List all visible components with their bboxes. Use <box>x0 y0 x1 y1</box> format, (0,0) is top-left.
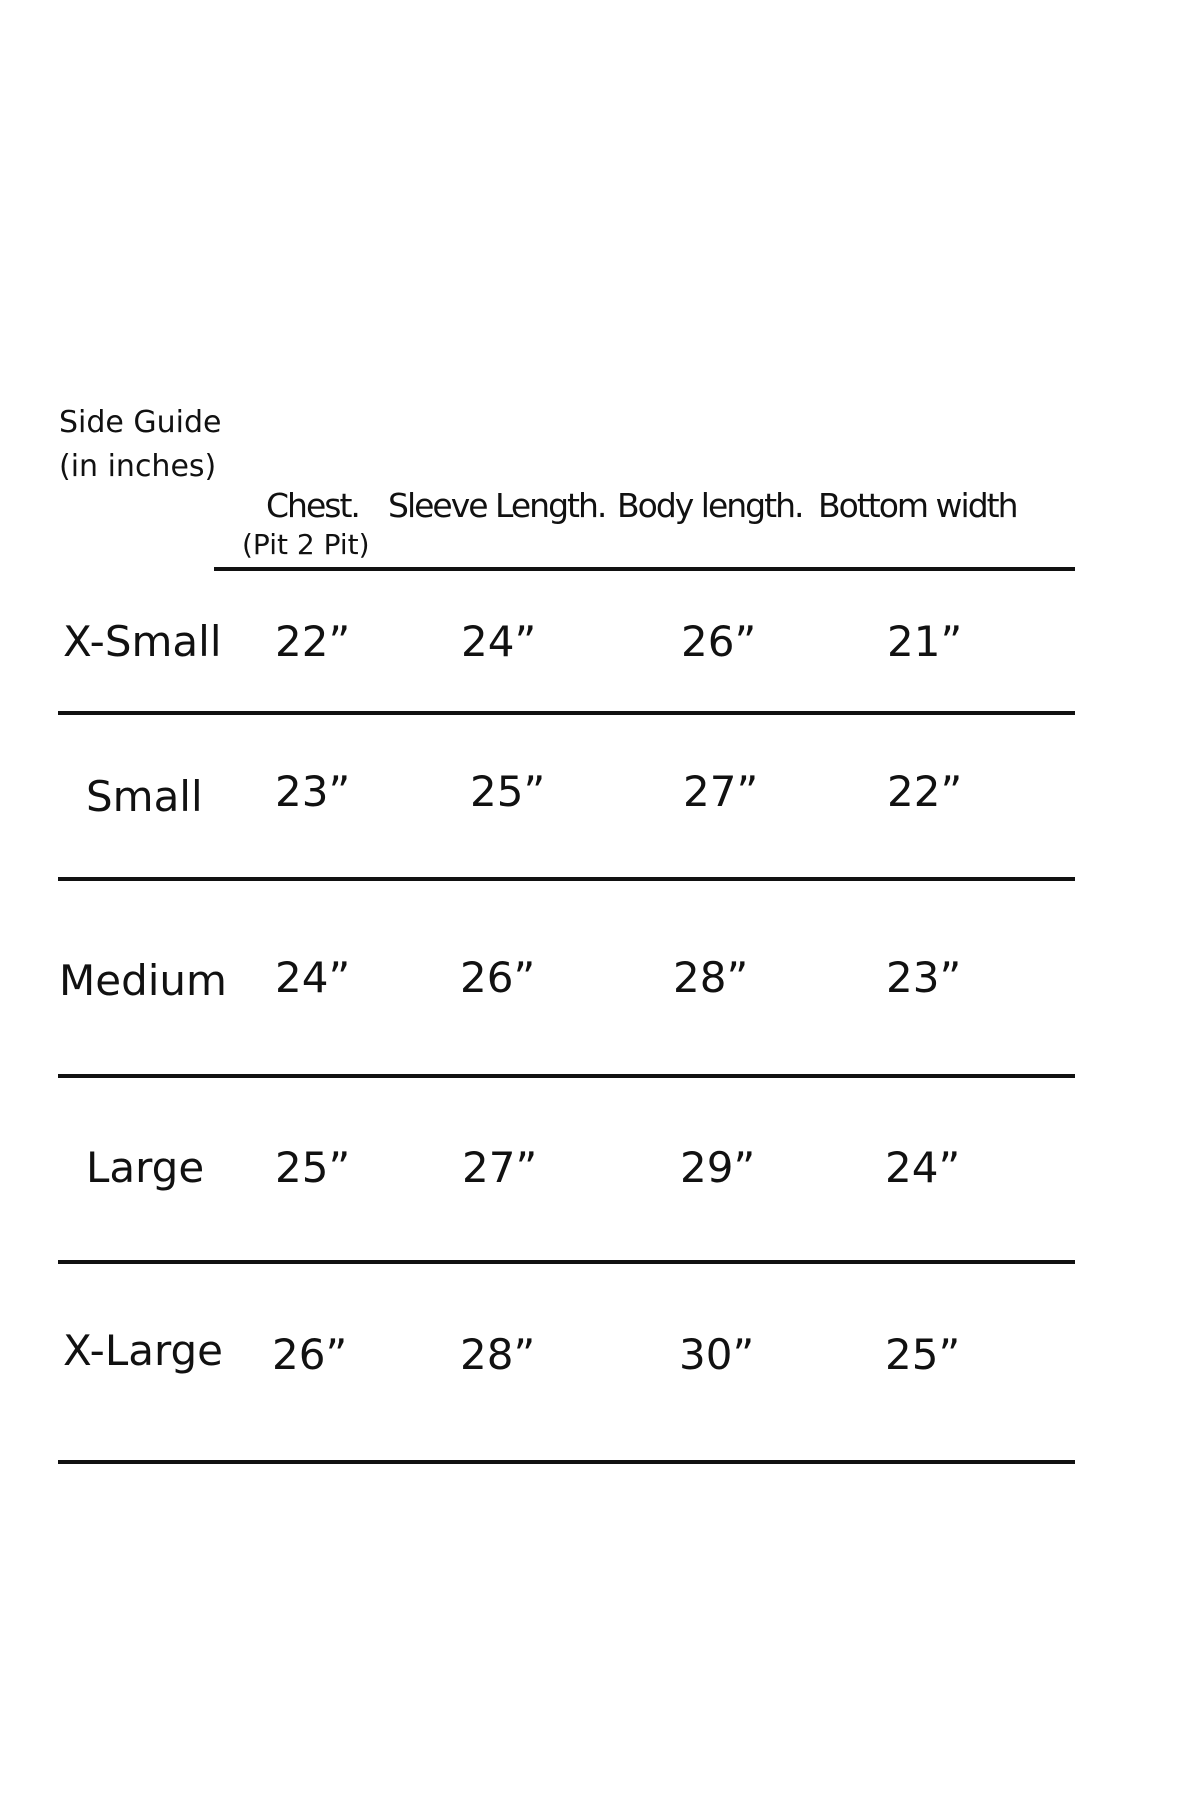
cell-x-large-bottom: 25” <box>885 1330 961 1379</box>
cell-x-small-body: 26” <box>681 617 757 666</box>
column-subheader-chest: (Pit 2 Pit) <box>242 528 370 561</box>
cell-x-large-body: 30” <box>679 1330 755 1379</box>
cell-large-chest: 25” <box>275 1143 351 1192</box>
row-divider-small <box>58 877 1075 881</box>
cell-medium-chest: 24” <box>275 953 351 1002</box>
cell-x-small-sleeve: 24” <box>461 617 537 666</box>
header-divider <box>214 567 1075 571</box>
column-header-body-length: Body length. <box>617 486 803 525</box>
row-label-x-large: X-Large <box>63 1326 224 1375</box>
cell-large-sleeve: 27” <box>462 1143 538 1192</box>
column-header-bottom-width: Bottom width <box>818 486 1017 525</box>
size-guide-units: (in inches) <box>59 449 217 484</box>
row-label-large: Large <box>86 1143 205 1192</box>
cell-medium-body: 28” <box>673 953 749 1002</box>
size-guide-title-line1: Side Guide <box>59 405 222 440</box>
row-label-small: Small <box>86 772 203 821</box>
cell-medium-sleeve: 26” <box>460 953 536 1002</box>
cell-small-chest: 23” <box>275 767 351 816</box>
cell-large-bottom: 24” <box>885 1143 961 1192</box>
row-divider-medium <box>58 1074 1075 1078</box>
cell-x-small-chest: 22” <box>275 617 351 666</box>
row-divider-x-large <box>58 1460 1075 1464</box>
column-header-chest: Chest. <box>266 486 359 525</box>
cell-x-large-chest: 26” <box>272 1330 348 1379</box>
cell-x-small-bottom: 21” <box>887 617 963 666</box>
row-divider-large <box>58 1260 1075 1264</box>
row-divider-x-small <box>58 711 1075 715</box>
row-label-medium: Medium <box>59 956 227 1005</box>
column-header-sleeve-length: Sleeve Length. <box>388 486 606 525</box>
row-label-x-small: X-Small <box>63 617 222 666</box>
cell-small-body: 27” <box>683 767 759 816</box>
cell-small-sleeve: 25” <box>470 767 546 816</box>
cell-x-large-sleeve: 28” <box>460 1330 536 1379</box>
cell-medium-bottom: 23” <box>886 953 962 1002</box>
cell-small-bottom: 22” <box>887 767 963 816</box>
size-guide-title <box>59 401 222 489</box>
cell-large-body: 29” <box>680 1143 756 1192</box>
